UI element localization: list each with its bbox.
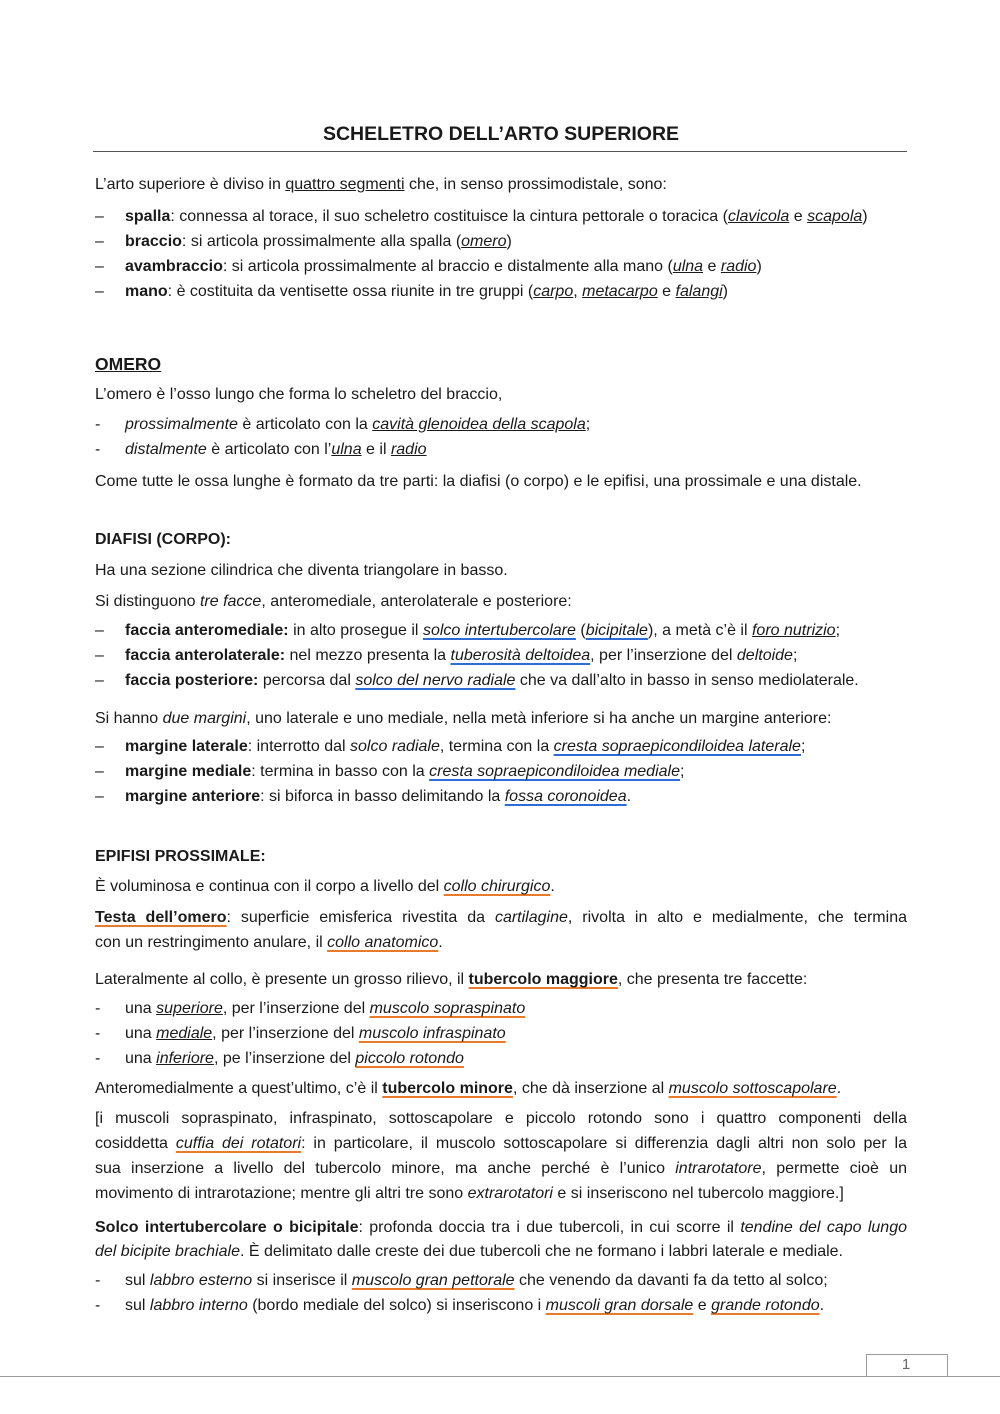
formatted-term: labbro esterno xyxy=(149,1272,253,1289)
formatted-term: labbro interno xyxy=(149,1297,248,1314)
formatted-term: collo chirurgico xyxy=(443,878,551,895)
text-run: con un restringimento anulare, il xyxy=(95,934,328,951)
document-title: SCHELETRO DELL’ARTO SUPERIORE xyxy=(322,123,680,145)
formatted-term: mediale xyxy=(156,1025,213,1042)
list-bullet-dash: - xyxy=(95,1272,101,1289)
list-bullet-dash: – xyxy=(95,258,104,275)
formatted-term: metacarpo xyxy=(582,283,658,300)
formatted-term: faccia posteriore: xyxy=(125,672,259,689)
text-run: , pe l’inserzione del xyxy=(213,1050,356,1067)
paragraph-line xyxy=(95,1183,907,1205)
paragraph-line xyxy=(95,1158,907,1180)
text-run: e il xyxy=(361,441,391,458)
diafisi-facce-intro xyxy=(95,591,907,613)
epifisi-paragraph xyxy=(95,876,907,898)
text-run: ; xyxy=(800,738,806,755)
text-run: cosiddetta xyxy=(95,1135,176,1152)
formatted-term: cresta sopraepicondiloidea laterale xyxy=(553,738,801,755)
list-item-text xyxy=(125,645,797,667)
list-item-text xyxy=(125,1270,828,1292)
section-heading-omero: OMERO xyxy=(95,354,162,374)
text-run: che va dall’alto in basso in senso mediolaterale. xyxy=(515,672,859,689)
formatted-term: ulna xyxy=(331,441,362,458)
formatted-term: ulna xyxy=(672,258,704,275)
text-run: e xyxy=(789,208,808,225)
text-run: . xyxy=(836,1080,842,1097)
intro-text: L’arto superiore è diviso in xyxy=(95,176,286,193)
formatted-term: tendine del capo lungo xyxy=(740,1219,907,1236)
text-run: ), a metà c’è il xyxy=(647,622,752,639)
formatted-term: cavità glenoidea della scapola xyxy=(372,416,586,433)
text-run: movimento di intrarotazione; mentre gli altri tre sono xyxy=(95,1185,468,1202)
formatted-term: muscolo gran pettorale xyxy=(351,1272,515,1289)
formatted-term: solco intertubercolare xyxy=(422,622,576,639)
list-item-text xyxy=(125,439,427,461)
section-heading-epifisi: EPIFISI PROSSIMALE: xyxy=(95,848,266,865)
text-run: , che presenta tre faccette: xyxy=(617,971,808,988)
formatted-term: muscolo sottoscapolare xyxy=(668,1080,837,1097)
list-item-text xyxy=(125,670,859,692)
formatted-term: deltoide xyxy=(736,647,793,664)
text-run: . xyxy=(819,1297,825,1314)
formatted-term: muscoli gran dorsale xyxy=(545,1297,694,1314)
formatted-term: cresta sopraepicondiloidea mediale xyxy=(429,763,680,780)
text-run: , per l’inserzione del xyxy=(212,1025,359,1042)
tubercolo-maggiore-paragraph xyxy=(95,969,907,991)
formatted-term: margine anteriore xyxy=(125,788,261,805)
list-bullet-dash: – xyxy=(95,738,104,755)
formatted-term: piccolo rotondo xyxy=(355,1050,464,1067)
list-item-text xyxy=(125,206,868,228)
text-run: . xyxy=(550,878,555,895)
list-bullet-dash: - xyxy=(95,416,101,433)
text-run: in alto prosegue il xyxy=(288,622,423,639)
text-run: [i muscoli sopraspinato, infraspinato, sottoscapolare e piccolo rotondo sono i quattro componenti della xyxy=(95,1110,907,1127)
formatted-term: faccia anterolaterale: xyxy=(125,647,286,664)
text-run: : profonda doccia tra i due tubercoli, in cui scorre il xyxy=(358,1219,741,1236)
text-run: sul xyxy=(125,1272,150,1289)
text-run: Lateralmente al collo, è presente un grosso rilievo, il xyxy=(95,971,469,988)
text-run: è articolato con l’ xyxy=(206,441,332,458)
text-run: ) xyxy=(722,283,728,300)
list-item-text xyxy=(125,281,728,303)
testa-paragraph-line-1 xyxy=(95,907,907,929)
formatted-term: avambraccio xyxy=(125,258,223,275)
text-run: sua inserzione a livello del tubercolo minore, ma anche perché è l’unico xyxy=(95,1160,676,1177)
list-bullet-dash: – xyxy=(95,622,104,639)
text-run: . xyxy=(626,788,632,805)
tubercolo-minore-paragraph xyxy=(95,1078,907,1100)
formatted-term: distalmente xyxy=(125,441,207,458)
text-run: Si hanno xyxy=(95,710,163,727)
intro-text-end: che, in senso prossimodistale, sono: xyxy=(404,176,667,193)
formatted-term: cuffia dei rotatori xyxy=(175,1135,302,1152)
list-item-text xyxy=(125,620,840,642)
list-bullet-dash: – xyxy=(95,672,104,689)
text-run: nel mezzo presenta la xyxy=(285,647,451,664)
formatted-term: bicipitale xyxy=(585,622,648,639)
paragraph-line xyxy=(95,1108,907,1130)
text-run: : termina in basso con la xyxy=(251,763,430,780)
list-bullet-dash: - xyxy=(95,1025,101,1042)
solco-paragraph-line-2 xyxy=(95,1241,907,1263)
text-run: : interrotto dal xyxy=(247,738,351,755)
text-run: : in particolare, il muscolo sottoscapolare si differenzia dagli altri non solo per la xyxy=(301,1135,908,1152)
text-run: , rivolta in alto e medialmente, che termina xyxy=(567,909,907,926)
paragraph-line xyxy=(95,1133,907,1155)
solco-paragraph-line-1 xyxy=(95,1217,907,1239)
formatted-term: radio xyxy=(390,441,427,458)
section-heading-diafisi: DIAFISI (CORPO): xyxy=(95,531,231,548)
text-run: . xyxy=(438,934,443,951)
list-bullet-dash: - xyxy=(95,1050,101,1067)
intro-underlined-term: quattro segmenti xyxy=(285,176,405,193)
formatted-term: cartilagine xyxy=(494,909,568,926)
formatted-term: extrarotatori xyxy=(467,1185,553,1202)
text-run: che venendo da davanti fa da tetto al solco; xyxy=(514,1272,828,1289)
text-run: : si biforca in basso delimitando la xyxy=(260,788,505,805)
text-run: : è costituita da ventisette ossa riunite in tre gruppi ( xyxy=(167,283,534,300)
formatted-term: superiore xyxy=(156,1000,223,1017)
text-run: una xyxy=(125,1025,157,1042)
text-run: sul xyxy=(125,1297,150,1314)
list-bullet-dash: – xyxy=(95,233,104,250)
list-bullet-dash: - xyxy=(95,1297,101,1314)
list-bullet-dash: – xyxy=(95,788,104,805)
omero-parts-paragraph: Come tutte le ossa lunghe è formato da tre parti: la diafisi (o corpo) e le epifisi, una prossimale e una distale. xyxy=(95,473,862,490)
text-run: è articolato con la xyxy=(237,416,373,433)
formatted-term: margine laterale xyxy=(125,738,248,755)
text-run: : si articola prossimalmente alla spalla ( xyxy=(181,233,462,250)
list-bullet-dash: - xyxy=(95,1000,101,1017)
formatted-term: margine mediale xyxy=(125,763,252,780)
formatted-term: falangi xyxy=(675,283,723,300)
list-item-text xyxy=(125,256,762,278)
formatted-term: solco radiale xyxy=(350,738,440,755)
page-number: 1 xyxy=(901,1356,911,1373)
formatted-term: tubercolo minore xyxy=(382,1080,513,1097)
text-run: È voluminosa e continua con il corpo a livello del xyxy=(95,878,444,895)
formatted-term: due margini xyxy=(162,710,247,727)
text-run: si inserisce il xyxy=(252,1272,352,1289)
formatted-term: Testa dell’omero xyxy=(95,909,227,926)
formatted-term: fossa coronoidea xyxy=(504,788,627,805)
list-item-text xyxy=(125,761,684,783)
formatted-term: braccio xyxy=(125,233,182,250)
text-run: : superficie emisferica rivestita da xyxy=(226,909,495,926)
formatted-term: omero xyxy=(461,233,507,250)
formatted-term: grande rotondo xyxy=(711,1297,820,1314)
list-item-text xyxy=(125,998,525,1020)
formatted-term: spalla xyxy=(125,208,171,225)
diafisi-margini-intro xyxy=(95,708,907,730)
list-item-text xyxy=(125,1295,824,1317)
list-item-text xyxy=(125,231,512,253)
text-run: Si distinguono xyxy=(95,593,200,610)
formatted-term: faccia anteromediale: xyxy=(125,622,289,639)
formatted-term: muscolo infraspinato xyxy=(358,1025,506,1042)
formatted-term: solco del nervo radiale xyxy=(355,672,516,689)
text-run: . È delimitato dalle creste dei due tubercoli che ne formano i labbri laterale e mediale. xyxy=(239,1243,843,1260)
formatted-term: tuberosità deltoidea xyxy=(450,647,591,664)
text-run: : si articola prossimalmente al braccio e distalmente alla mano ( xyxy=(222,258,673,275)
intro-paragraph xyxy=(95,174,907,196)
text-run: una xyxy=(125,1000,157,1017)
formatted-term: carpo xyxy=(533,283,574,300)
formatted-term: collo anatomico xyxy=(327,934,439,951)
text-run: e xyxy=(657,283,676,300)
text-run: , per l’inserzione del xyxy=(222,1000,370,1017)
testa-paragraph-line-2 xyxy=(95,932,907,954)
formatted-term: inferiore xyxy=(156,1050,214,1067)
text-run: (bordo mediale del solco) si inseriscono i xyxy=(247,1297,546,1314)
text-run: , xyxy=(573,283,583,300)
text-run: , permette cioè un xyxy=(761,1160,907,1177)
list-item-text xyxy=(125,1023,506,1045)
formatted-term: tre facce xyxy=(199,593,262,610)
list-bullet-dash: – xyxy=(95,208,104,225)
text-run: ) xyxy=(756,258,762,275)
formatted-term: clavicola xyxy=(727,208,790,225)
text-run: Anteromedialmente a quest’ultimo, c’è il xyxy=(95,1080,383,1097)
formatted-term: tubercolo maggiore xyxy=(468,971,618,988)
text-run: e xyxy=(693,1297,712,1314)
omero-paragraph: L’omero è l’osso lungo che forma lo scheletro del braccio, xyxy=(95,386,503,403)
formatted-term: scapola xyxy=(807,208,863,225)
text-run: ; xyxy=(792,647,798,664)
list-item-text xyxy=(125,736,805,758)
formatted-term: intrarotatore xyxy=(675,1160,762,1177)
text-run: , che dà inserzione al xyxy=(512,1080,669,1097)
text-run: ( xyxy=(575,622,586,639)
text-run: ; xyxy=(585,416,591,433)
diafisi-paragraph: Ha una sezione cilindrica che diventa triangolare in basso. xyxy=(95,562,508,579)
text-run: una xyxy=(125,1050,157,1067)
list-bullet-dash: – xyxy=(95,647,104,664)
text-run: , anteromediale, anterolaterale e posteriore: xyxy=(261,593,572,610)
formatted-term: radio xyxy=(720,258,757,275)
text-run: ) xyxy=(862,208,868,225)
text-run: ; xyxy=(835,622,841,639)
text-run: ) xyxy=(506,233,512,250)
list-item-text xyxy=(125,786,631,808)
text-run: , uno laterale e uno mediale, nella metà inferiore si ha anche un margine anteriore: xyxy=(246,710,832,727)
formatted-term: prossimalmente xyxy=(125,416,238,433)
formatted-term: Solco intertubercolare o bicipitale xyxy=(95,1219,359,1236)
formatted-term: mano xyxy=(125,283,168,300)
list-item-text xyxy=(125,1048,464,1070)
text-run: , termina con la xyxy=(439,738,554,755)
text-run: , per l’inserzione del xyxy=(590,647,737,664)
text-run: ; xyxy=(679,763,685,780)
list-bullet-dash: – xyxy=(95,763,104,780)
text-run: percorsa dal xyxy=(258,672,356,689)
text-run: e xyxy=(703,258,721,275)
title-divider xyxy=(93,151,907,152)
footer-rule xyxy=(0,1376,1000,1377)
list-bullet-dash: - xyxy=(95,441,101,458)
formatted-term: foro nutrizio xyxy=(751,622,836,639)
list-bullet-dash: – xyxy=(95,283,104,300)
text-run: : connessa al torace, il suo scheletro costituisce la cintura pettorale o toracica ( xyxy=(170,208,728,225)
formatted-term: muscolo sopraspinato xyxy=(369,1000,526,1017)
formatted-term: del bicipite brachiale xyxy=(95,1243,240,1260)
list-item-text xyxy=(125,414,590,436)
text-run: e si inseriscono nel tubercolo maggiore.] xyxy=(552,1185,844,1202)
